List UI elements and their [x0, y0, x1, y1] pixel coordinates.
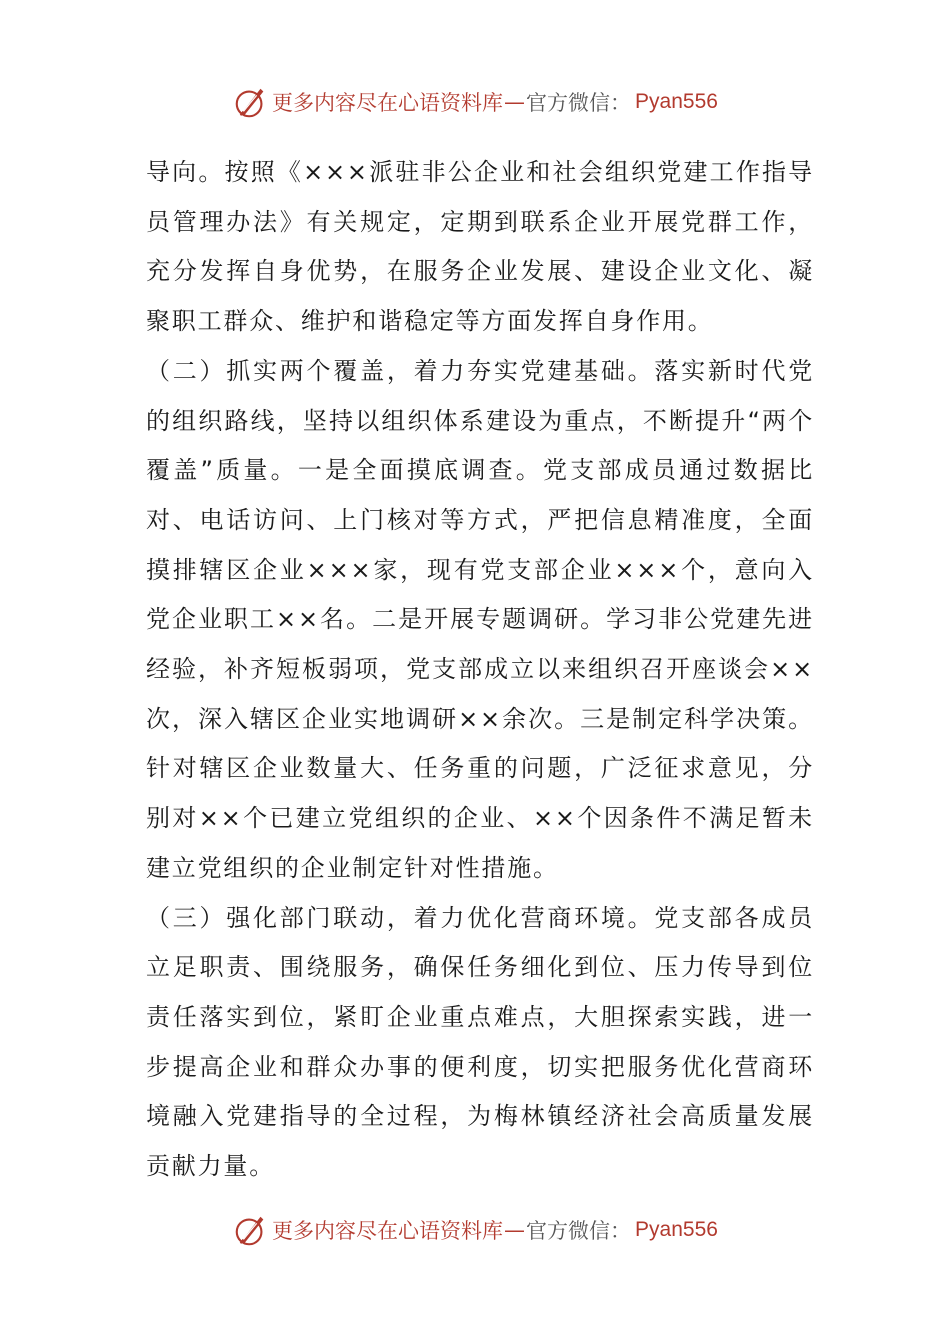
watermark-official-label: 官方微信：	[526, 1219, 632, 1243]
quill-logo-icon	[232, 1211, 270, 1249]
watermark-text	[272, 87, 718, 117]
header-watermark	[0, 82, 950, 122]
watermark-handle: Pyan556	[635, 1218, 718, 1241]
watermark-official-label: 官方微信：	[526, 91, 632, 115]
watermark-brand: 更多内容尽在心语资料库	[272, 91, 504, 115]
document-body	[146, 148, 814, 1192]
footer-watermark	[0, 1210, 950, 1250]
watermark-dash: —	[504, 90, 526, 114]
paragraph-section-three: （三）强化部门联动，着力优化营商环境。党支部各成员立足职责、围绕服务，确保任务细化到位、压力传导到位责任落实到位，紧盯企业重点难点，大胆探索实践，进一步提高企业和群众办事的便利度，切实把服务优化营商环境融入党建指导的全过程，为梅林镇经济社会高质量发展贡献力量。	[146, 903, 814, 1181]
paragraph-guidance-continuation: 导向。按照《×××派驻非公企业和社会组织党建工作指导员管理办法》有关规定，定期到联系企业开展党群工作，充分发挥自身优势，在服务企业发展、建设企业文化、凝聚职工群众、维护和谐稳定等方面发挥自身作用。	[146, 158, 814, 336]
quill-logo-icon	[232, 83, 270, 121]
watermark-dash: —	[504, 1218, 526, 1242]
watermark-brand: 更多内容尽在心语资料库	[272, 1219, 504, 1243]
watermark-handle: Pyan556	[635, 90, 718, 113]
paragraph-section-two: （二）抓实两个覆盖，着力夯实党建基础。落实新时代党的组织路线，坚持以组织体系建设为重点，不断提升“两个覆盖”质量。一是全面摸底调查。党支部成员通过数据比对、电话访问、上门核对等方式，严把信息精准度，全面摸排辖区企业×××家，现有党支部企业×××个，意向入党企业职工××名。二是开展专题调研。学习非公党建先进经验，补齐短板弱项，党支部成立以来组织召开座谈会××次，深入辖区企业实地调研××余次。三是制定科学决策。针对辖区企业数量大、任务重的问题，广泛征求意见，分别对××个已建立党组织的企业、××个因条件不满足暂未建立党组织的企业制定针对性措施。	[146, 356, 814, 882]
watermark-text	[272, 1215, 718, 1245]
